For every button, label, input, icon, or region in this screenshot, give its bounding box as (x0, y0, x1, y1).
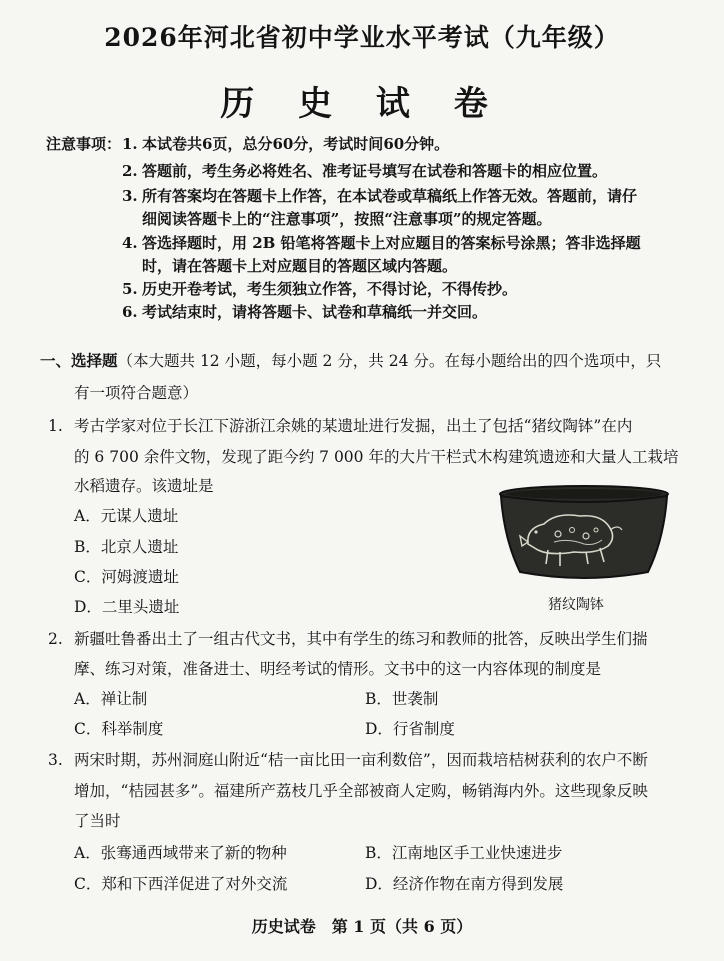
subject-title: 历 史 试 卷 (220, 84, 504, 124)
notice-item-3: 3. 所有答案均在答题卡上作答，在本试卷或草稿纸上作答无效。答题前，请仔 (122, 187, 638, 205)
question-3-line3: 了当时 (74, 812, 121, 830)
q2-option-b[interactable]: B．世袭制 (365, 690, 439, 708)
q3-option-c[interactable]: C．郑和下西洋促进了对外交流 (74, 875, 288, 893)
notice-item-4: 4. 答选择题时，用 2B 铅笔将答题卡上对应题目的答案标号涂黑；答非选择题 (122, 234, 641, 252)
question-2-line2: 摩、练习对策，准备进士、明经考试的情形。文书中的这一内容体现的制度是 (74, 660, 602, 678)
question-1-line2: 的 6 700 余件文物，发现了距今约 7 000 年的大片干栏式木构建筑遗迹和大量人工栽培 (74, 448, 679, 466)
q2-option-a[interactable]: A．禅让制 (74, 690, 148, 708)
q1-option-b[interactable]: B．北京人遗址 (74, 538, 179, 556)
q2-option-d[interactable]: D．行省制度 (365, 720, 455, 738)
question-1-line3: 水稻遗存。该遗址是 (74, 477, 214, 495)
notice-item-6: 6. 考试结束时，请将答题卡、试卷和草稿纸一并交回。 (122, 303, 488, 321)
question-3-line2: 增加，“桔园甚多”。福建所产荔枝几乎全部被商人定购，畅销海内外。这些现象反映 (74, 782, 648, 800)
q1-option-a[interactable]: A．元谋人遗址 (74, 507, 179, 525)
notice-item-2: 2. 答题前，考生务必将姓名、准考证号填写在试卷和答题卡的相应位置。 (122, 162, 608, 180)
q2-option-c[interactable]: C．科举制度 (74, 720, 164, 738)
notice-label: 注意事项： (46, 135, 122, 153)
notice-item-5: 5. 历史开卷考试，考生须独立作答，不得讨论，不得传抄。 (122, 280, 518, 298)
section-desc-cont: 有一项符合题意） (74, 384, 199, 402)
notice-item-1: 1. 本试卷共6页，总分60分，考试时间60分钟。 (122, 135, 450, 153)
notice-item-3-cont: 细阅读答题卡上的“注意事项”，按照“注意事项”的规定答题。 (142, 210, 552, 228)
notice-item-4-cont: 时，请在答题卡上对应题目的答题区域内答题。 (142, 257, 458, 275)
q3-option-a[interactable]: A．张骞通西域带来了新的物种 (74, 844, 287, 862)
question-2: 2. 新疆吐鲁番出土了一组古代文书，其中有学生的练习和教师的批答，反映出学生们揣 (48, 630, 648, 648)
exam-title: 2026年河北省初中学业水平考试（九年级） (104, 23, 620, 52)
section-heading: 一、选择题（本大题共 12 小题，每小题 2 分，共 24 分。在每小题给出的四个选项中，只 (40, 351, 662, 370)
figure-caption: 猪纹陶钵 (548, 597, 604, 613)
q1-option-c[interactable]: C．河姆渡遗址 (74, 568, 179, 586)
q3-option-b[interactable]: B．江南地区手工业快速进步 (365, 844, 563, 862)
q3-option-d[interactable]: D．经济作物在南方得到发展 (365, 875, 564, 893)
question-3: 3. 两宋时期，苏州洞庭山附近“桔一亩比田一亩利数倍”，因而栽培桔树获利的农户不断 (48, 751, 648, 769)
page-footer: 历史试卷 第 1 页（共 6 页） (251, 917, 473, 936)
pig-pattern-bowl-image (498, 484, 670, 584)
q1-option-d[interactable]: D．二里头遗址 (74, 598, 180, 616)
question-1: 1. 考古学家对位于长江下游浙江余姚的某遗址进行发掘，出土了包括“猪纹陶钵”在内 (48, 417, 633, 435)
